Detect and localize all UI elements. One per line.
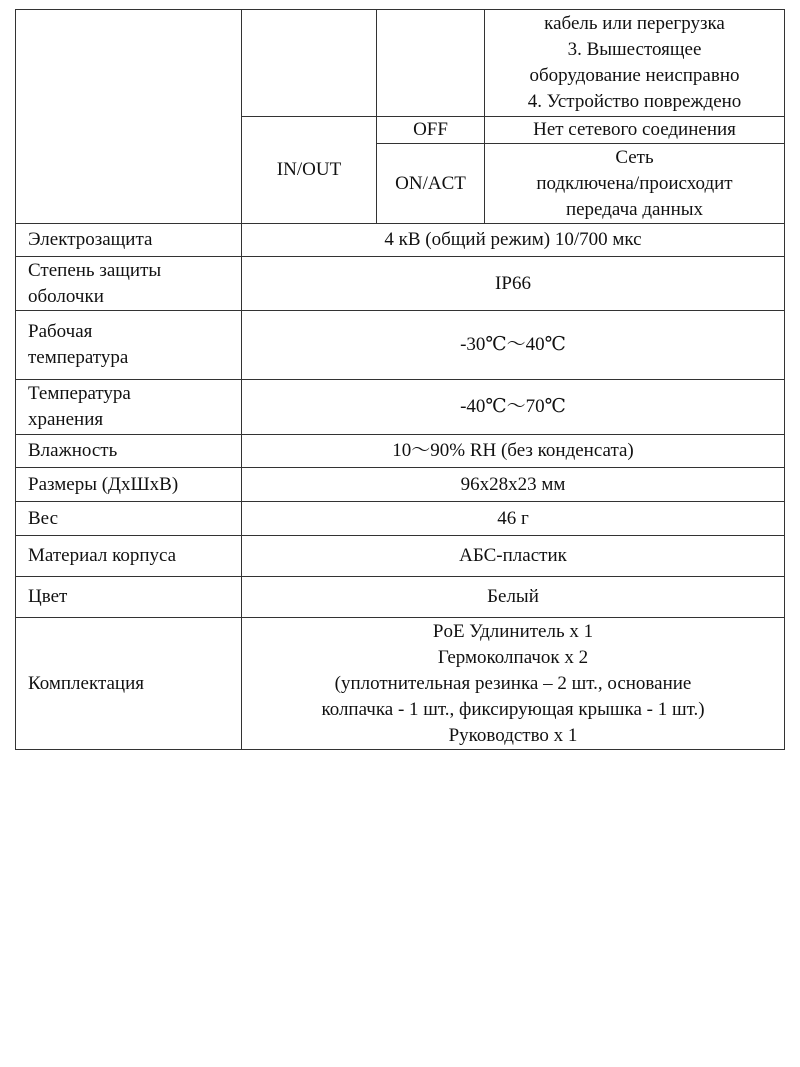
spec-label bbox=[16, 435, 242, 468]
spec-label bbox=[16, 380, 242, 435]
text-line: Рабочая bbox=[28, 321, 93, 342]
table-row bbox=[16, 468, 785, 502]
spec-label bbox=[16, 536, 242, 577]
text-line: АБС-пластик bbox=[459, 545, 567, 566]
spec-value bbox=[242, 311, 785, 380]
text-line: Влажность bbox=[28, 440, 118, 461]
text-line: IP66 bbox=[495, 272, 531, 294]
port-label-cell: IN/OUT bbox=[242, 117, 377, 224]
table-row bbox=[16, 311, 785, 380]
spec-value bbox=[242, 257, 785, 311]
spec-label bbox=[16, 577, 242, 618]
text-line: 10～90% RH (без конденсата) bbox=[392, 440, 634, 461]
led-state-off: OFF bbox=[377, 117, 485, 144]
text-line: Электрозащита bbox=[28, 229, 153, 250]
empty-cell bbox=[377, 10, 485, 117]
spec-value bbox=[242, 224, 785, 257]
text-line: подключена/происходит bbox=[536, 172, 733, 194]
spec-value bbox=[242, 380, 785, 435]
table-row bbox=[16, 618, 785, 750]
text-line: колпачка - 1 шт., фиксирующая крышка - 1 шт.) bbox=[321, 698, 705, 720]
spec-value bbox=[242, 536, 785, 577]
table-row bbox=[16, 224, 785, 257]
table-row bbox=[16, 380, 785, 435]
text-line: Степень защиты bbox=[28, 259, 162, 281]
spec-label bbox=[16, 257, 242, 311]
text-line: кабель или перегрузка bbox=[544, 13, 725, 34]
table-row bbox=[16, 502, 785, 536]
led-on-description bbox=[485, 144, 785, 224]
text-line: Размеры (ДхШхВ) bbox=[28, 473, 179, 495]
spec-value bbox=[242, 502, 785, 536]
empty-cell bbox=[242, 10, 377, 117]
spec-value bbox=[242, 435, 785, 468]
text-line: 96x28x23 мм bbox=[460, 473, 566, 495]
text-line: (уплотнительная резинка – 2 шт., основание bbox=[334, 672, 692, 694]
table-row bbox=[16, 536, 785, 577]
text-line: Сеть bbox=[615, 146, 654, 168]
text-line: Температура bbox=[28, 383, 131, 404]
table-row bbox=[16, 577, 785, 618]
led-state-on-act: ON/ACT bbox=[377, 144, 485, 224]
text-line: Материал корпуса bbox=[28, 545, 177, 566]
text-line: оборудование неисправно bbox=[529, 65, 740, 86]
text-line: Руководство x 1 bbox=[448, 724, 578, 746]
table-row bbox=[16, 257, 785, 311]
text-line: 46 г bbox=[497, 507, 529, 529]
text-line: Белый bbox=[487, 586, 539, 607]
text-line: температура bbox=[28, 347, 129, 368]
text-line: 4. Устройство повреждено bbox=[527, 91, 742, 112]
spec-label bbox=[16, 224, 242, 257]
fault-description-cell bbox=[485, 10, 785, 117]
spec-label bbox=[16, 311, 242, 380]
text-line: передача данных bbox=[565, 198, 704, 220]
spec-value bbox=[242, 468, 785, 502]
spec-table bbox=[15, 9, 785, 750]
text-line: Гермоколпачок x 2 bbox=[437, 646, 589, 668]
empty-cell bbox=[16, 10, 242, 224]
spec-label bbox=[16, 502, 242, 536]
text-line: Цвет bbox=[28, 586, 68, 607]
text-line: хранения bbox=[28, 409, 104, 430]
table-row bbox=[16, 10, 785, 117]
spec-label bbox=[16, 468, 242, 502]
text-line: -30℃～40℃ bbox=[460, 334, 566, 355]
spec-label bbox=[16, 618, 242, 750]
spec-value bbox=[242, 618, 785, 750]
text-line: PoE Удлинитель x 1 bbox=[432, 620, 594, 642]
spec-value bbox=[242, 577, 785, 618]
text-line: 3. Вышестоящее bbox=[567, 39, 702, 60]
text-line: Комплектация bbox=[28, 672, 144, 694]
table-row bbox=[16, 435, 785, 468]
text-line: 4 кВ (общий режим) 10/700 мкс bbox=[384, 229, 642, 250]
text-line: оболочки bbox=[28, 285, 104, 307]
text-line: Вес bbox=[28, 507, 59, 529]
led-off-description: Нет сетевого соединения bbox=[485, 117, 785, 144]
text-line: -40℃～70℃ bbox=[460, 396, 566, 417]
